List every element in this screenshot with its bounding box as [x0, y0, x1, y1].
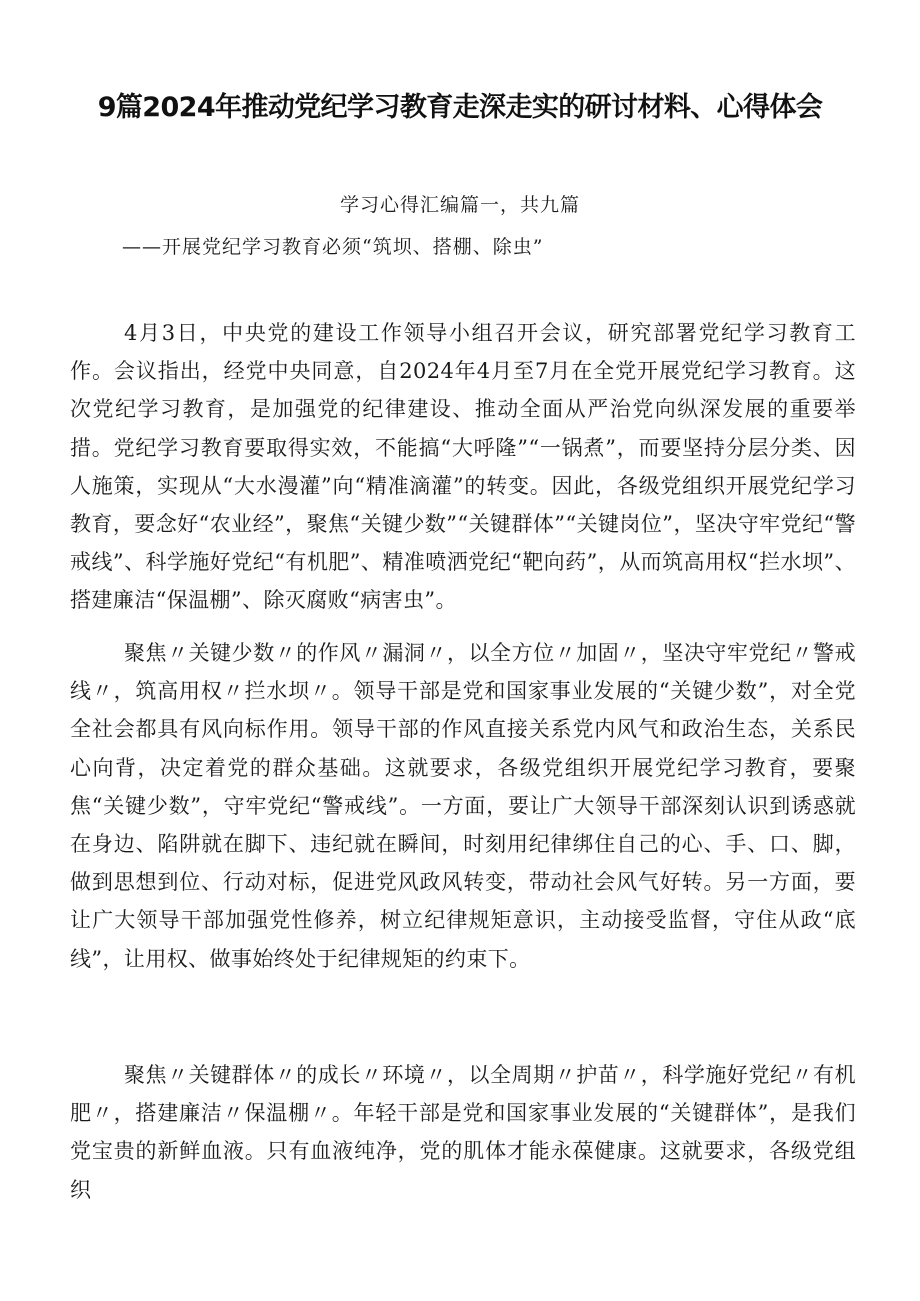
document-title: 9篇2024年推动党纪学习教育走深走实的研讨材料、心得体会: [97, 92, 823, 123]
paragraph-1: 4月3日，中央党的建设工作领导小组召开会议，研究部署党纪学习教育工作。会议指出，经党中央同意，自2024年4月至7月在全党开展党纪学习教育。这次党纪学习教育，是加强党的纪律建设、推动全面从严治党向纵深发展的重要举措。党纪学习教育要取得实效，不能搞“大呼隆”“一锅煮”，而要坚持分层分类、因人施策，实现从“大水漫灌”向“精准滴灌”的转变。因此，各级党组织开展党纪学习教育，要念好“农业经”，聚焦“关键少数”“关键群体”“关键岗位”，坚决守牢党纪“警戒线”、科学施好党纪“有机肥”、精准喷洒党纪“靶向药”，从而筑高用权“拦水坝”、搭建廉洁“保温棚”、除灭腐败“病害虫”。: [70, 321, 856, 613]
paragraph-3: 聚焦〃关键群体〃的成长〃环境〃，以全周期〃护苗〃，科学施好党纪〃有机肥〃，搭建廉洁〃保温棚〃。年轻干部是党和国家事业发展的“关键群体”，是我们党宝贵的新鲜血液。只有血液纯净，党的肌体才能永葆健康。这就要求，各级党组织: [70, 1063, 856, 1202]
document-subtitle: 学习心得汇编篇一，共九篇: [339, 194, 580, 216]
paragraph-2: 聚焦〃关键少数〃的作风〃漏洞〃，以全方位〃加固〃，坚决守牢党纪〃警戒线〃，筑高用权〃拦水坝〃。领导干部是党和国家事业发展的“关键少数”，对全党全社会都具有风向标作用。领导干部的作风直接关系党内风气和政治生态，关系民心向背，决定着党的群众基础。这就要求，各级党组织开展党纪学习教育，要聚焦“关键少数”，守牢党纪“警戒线”。一方面，要让广大领导干部深刻认识到诱惑就在身边、陷阱就在脚下、违纪就在瞬间，时刻用纪律绑住自己的心、手、口、脚，做到思想到位、行动对标，促进党风政风转变，带动社会风气好转。另一方面，要让广大领导干部加强党性修养，树立纪律规矩意识，主动接受监督，守住从政“底线”，让用权、做事始终处于纪律规矩的约束下。: [70, 641, 856, 971]
document-sub-heading: ——开展党纪学习教育必须“筑坝、搭棚、除虫”: [122, 236, 544, 258]
